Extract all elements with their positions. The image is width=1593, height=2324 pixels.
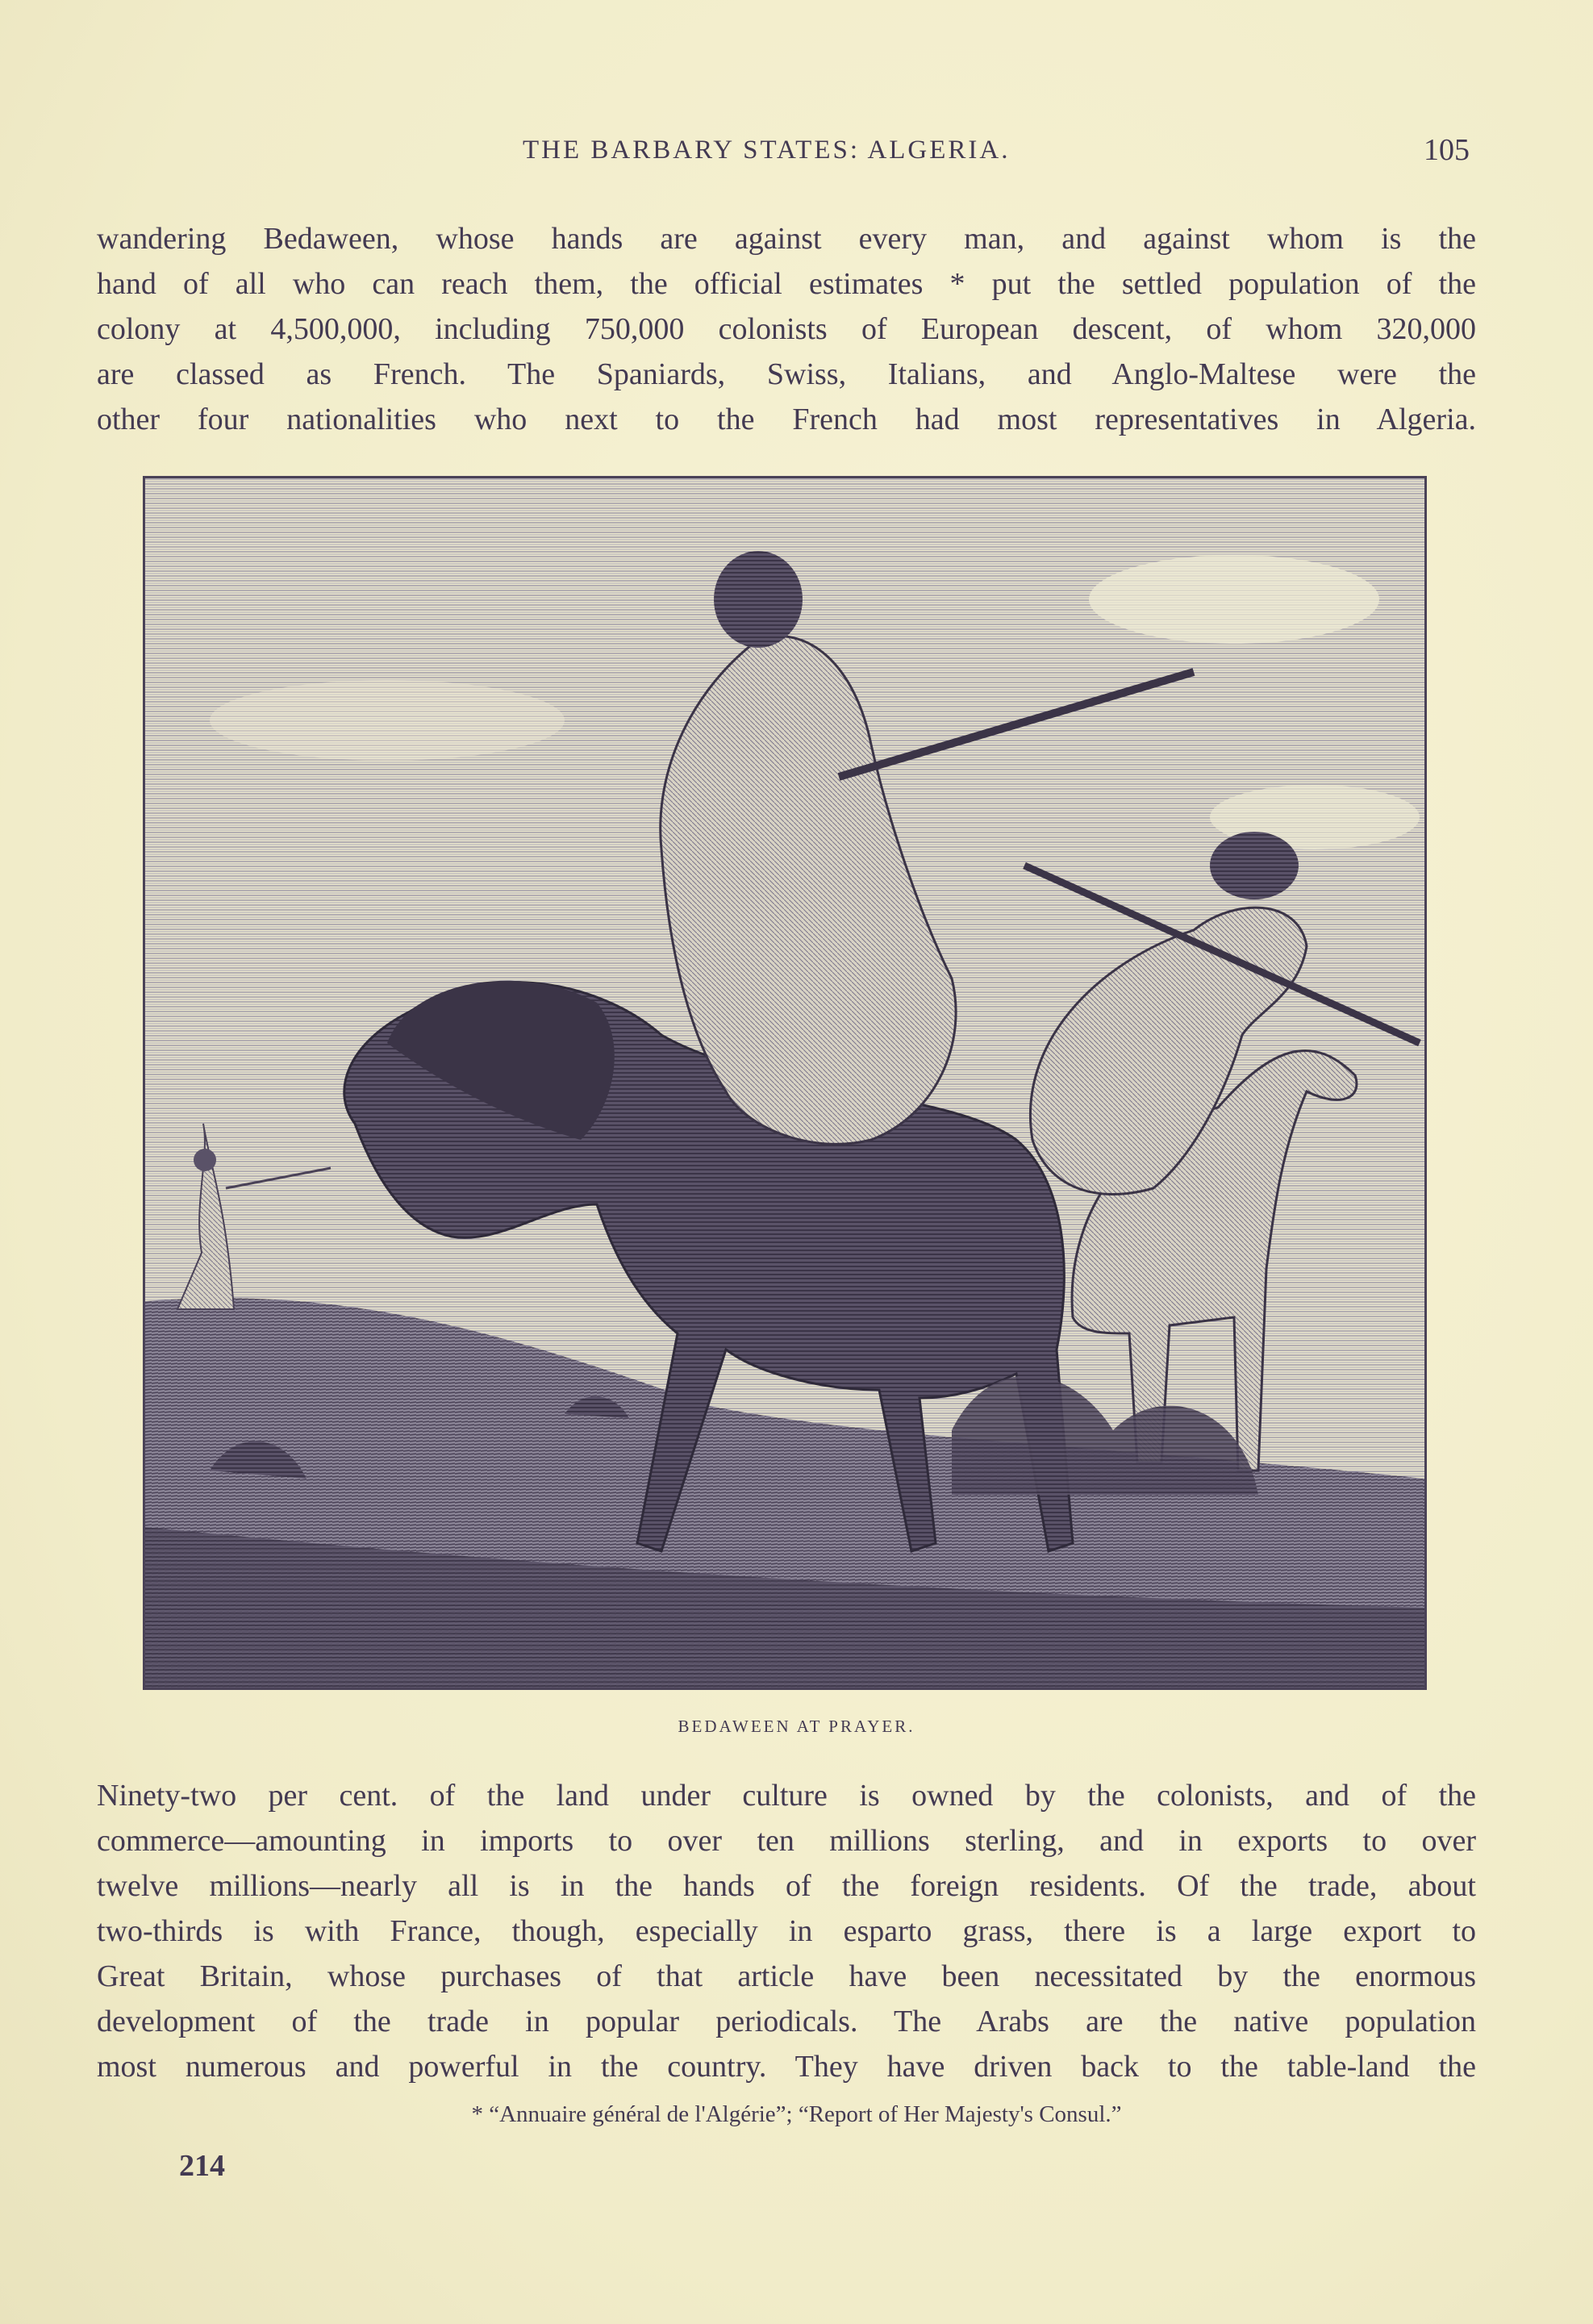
folio-number: 214 — [179, 2149, 225, 2183]
text-line: most numerous and powerful in the country. They have driven back to the table-land the — [97, 2050, 1476, 2084]
text-line: development of the trade in popular periodicals. The Arabs are the native population — [97, 2005, 1476, 2038]
footnote: * “Annuaire général de l'Algérie”; “Report of Her Majesty's Consul.” — [471, 2101, 1122, 2127]
text-line: Great Britain, whose purchases of that article have been necessitated by the enormous — [97, 1959, 1476, 1993]
running-title: THE BARBARY STATES: ALGERIA. — [523, 136, 1011, 165]
text-line: commerce—amounting in imports to over ten millions sterling, and in exports to over — [97, 1824, 1476, 1858]
paragraph-top — [97, 216, 1476, 442]
text-line: colony at 4,500,000, including 750,000 colonists of European descent, of whom 320,000 — [97, 312, 1476, 346]
paragraph-bottom — [97, 1773, 1476, 2089]
page-number: 105 — [1424, 133, 1470, 167]
figure-caption: BEDAWEEN AT PRAYER. — [678, 1717, 915, 1736]
text-line: twelve millions—nearly all is in the hands of the foreign residents. Of the trade, about — [97, 1869, 1476, 1903]
engraving-illustration — [143, 476, 1427, 1690]
text-line: hand of all who can reach them, the official estimates * put the settled population of the — [97, 267, 1476, 301]
text-line: wandering Bedaween, whose hands are against every man, and against whom is the — [97, 222, 1476, 256]
engraving-art — [145, 478, 1424, 1688]
text-line: other four nationalities who next to the French had most representatives in Algeria. — [97, 403, 1476, 436]
text-line: are classed as French. The Spaniards, Swiss, Italians, and Anglo-Maltese were the — [97, 357, 1476, 391]
text-line: Ninety-two per cent. of the land under culture is owned by the colonists, and of the — [97, 1779, 1476, 1813]
running-head — [0, 133, 1593, 176]
text-line: two-thirds is with France, though, especially in esparto grass, there is a large export to — [97, 1914, 1476, 1948]
